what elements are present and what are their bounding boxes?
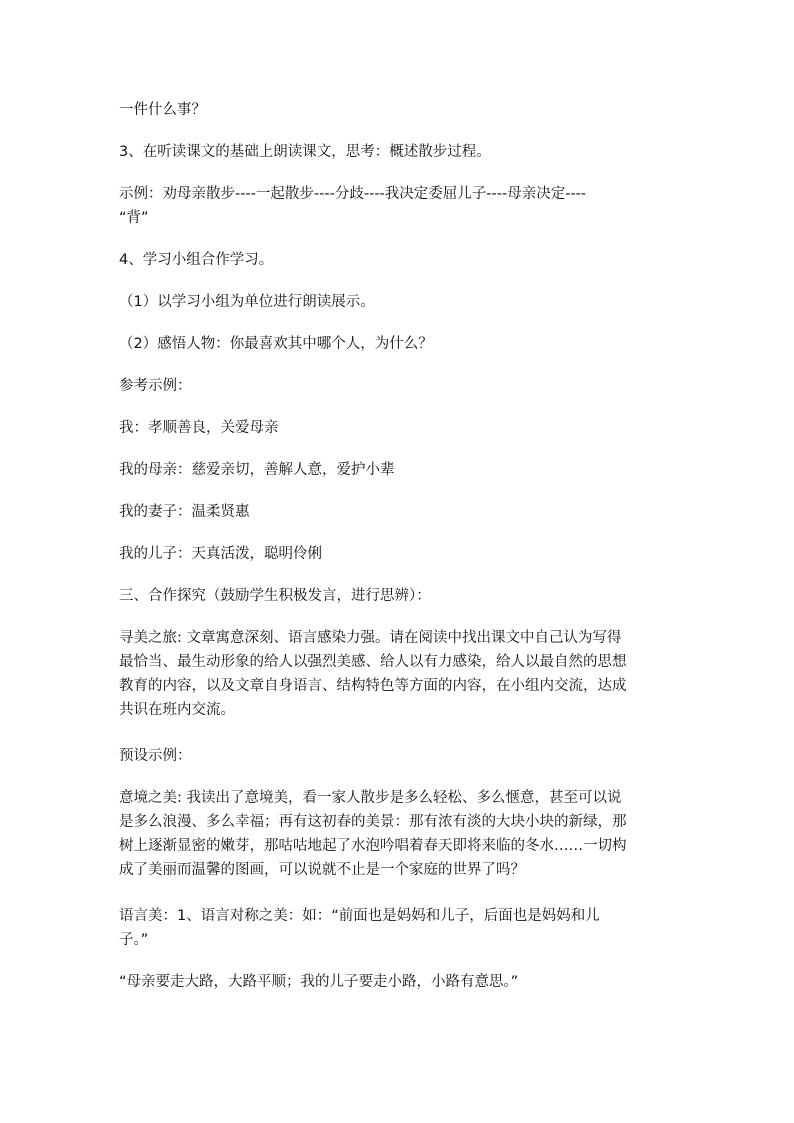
paragraph-line: 示例：劝母亲散步----一起散步----分歧----我决定委屈儿子----母亲决定---- xyxy=(119,186,587,202)
paragraph-artistic-beauty xyxy=(119,786,679,882)
paragraph-line: “背” xyxy=(119,210,149,226)
paragraph-line: 寻美之旅: 文章寓意深刻、语言感染力强。请在阅读中找出课文中自己认为写得 xyxy=(119,630,622,646)
paragraph-line: 子。” xyxy=(119,932,149,948)
paragraph-reference-examples: 参考示例： xyxy=(119,378,192,394)
paragraph-line: 成了美丽而温馨的图画，可以说就不止是一个家庭的世界了吗？ xyxy=(119,862,525,878)
paragraph-line: 教育的内容，以及文章自身语言、结构特色等方面的内容，在小组内交流，达成 xyxy=(119,678,627,694)
paragraph-character-son: 我的儿子：天真活泼，聪明伶俐 xyxy=(119,546,322,562)
paragraph-character-wife: 我的妻子：温柔贤惠 xyxy=(119,504,250,520)
paragraph-line: 最恰当、最生动形象的给人以强烈美感、给人以有力感染，给人以最自然的思想 xyxy=(119,654,627,670)
paragraph-item-2: （2）感悟人物：你最喜欢其中哪个人，为什么？ xyxy=(119,336,433,352)
paragraph-step-3: 3、在听读课文的基础上朗读课文，思考：概述散步过程。 xyxy=(119,144,491,160)
paragraph-beauty-journey xyxy=(119,626,679,722)
paragraph-line: 语言美：1、语言对称之美：如：“前面也是妈妈和儿子，后面也是妈妈和儿 xyxy=(119,908,600,924)
paragraph-item-1: （1）以学习小组为单位进行朗读展示。 xyxy=(119,294,375,310)
paragraph-language-beauty xyxy=(119,904,679,952)
paragraph-question-end: 一件什么事？ xyxy=(119,102,206,118)
paragraph-example-process xyxy=(119,182,679,230)
paragraph-line: 意境之美: 我读出了意境美，看一家人散步是多么轻松、多么惬意，甚至可以说 xyxy=(119,790,622,806)
paragraph-character-me: 我：孝顺善良，关爱母亲 xyxy=(119,420,279,436)
paragraph-line: 是多么浪漫、多么幸福；再有这初春的美景：那有浓有淡的大块小块的新绿，那 xyxy=(119,814,627,830)
paragraph-preset-examples: 预设示例： xyxy=(119,748,192,764)
paragraph-line: 树上逐渐显密的嫩芽，那咕咕地起了水泡吟唱着春天即将来临的冬水……一切构 xyxy=(119,838,627,854)
paragraph-character-mother: 我的母亲：慈爱亲切，善解人意，爱护小辈 xyxy=(119,462,395,478)
paragraph-step-4: 4、学习小组合作学习。 xyxy=(119,252,274,268)
section-heading-cooperative-inquiry: 三、合作探究（鼓励学生积极发言，进行思辨）： xyxy=(119,588,431,604)
paragraph-quote-road: “母亲要走大路，大路平顺；我的儿子要走小路，小路有意思。” xyxy=(119,974,519,990)
paragraph-line: 共识在班内交流。 xyxy=(119,702,235,718)
